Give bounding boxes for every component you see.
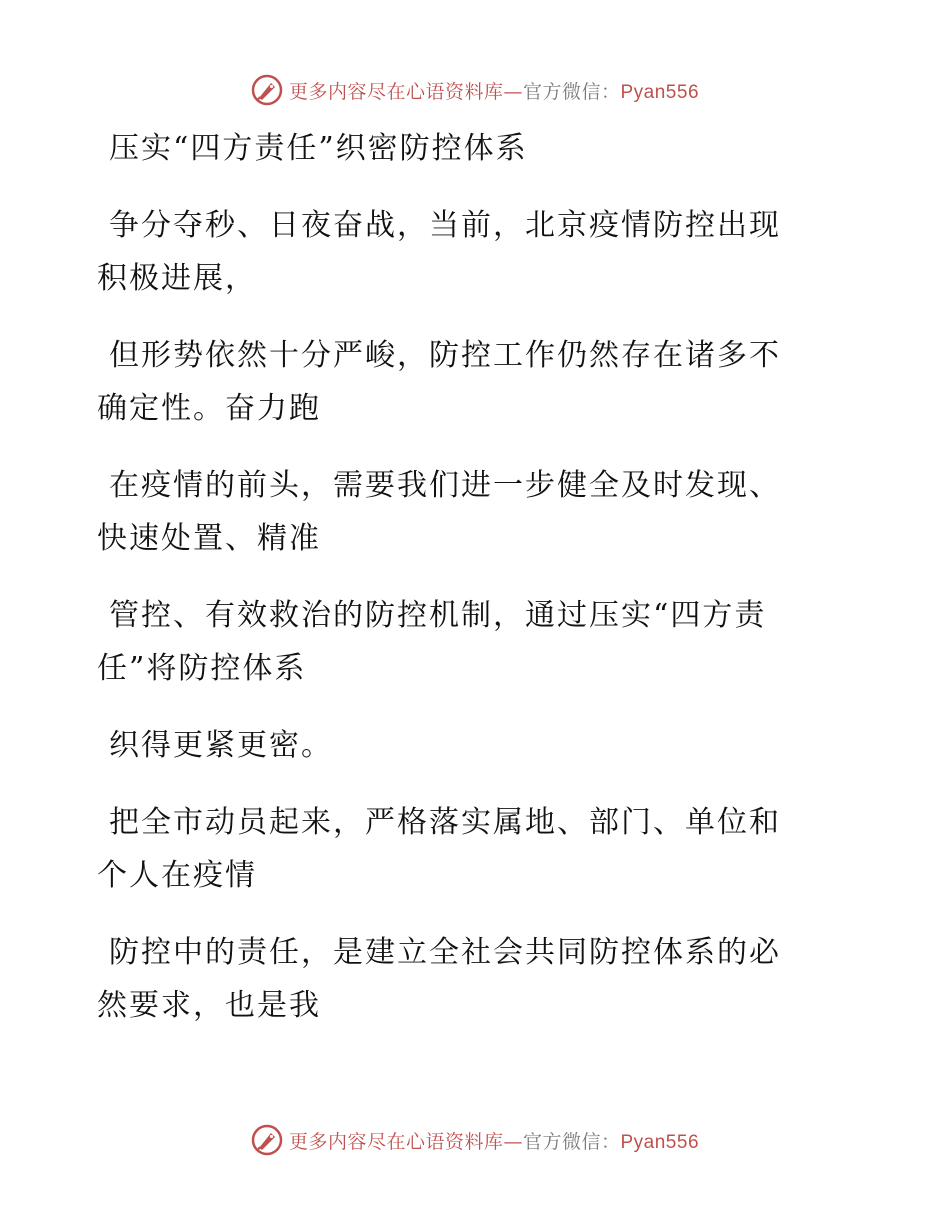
banner-text [289,1127,699,1154]
paragraph [97,589,832,695]
paragraph-line: 管控、有效救治的防控机制，通过压实“四方责 [109,598,767,633]
banner-dash: — [503,1130,523,1153]
banner-dash: — [503,80,523,103]
banner-site-name: 更多内容尽在心语资料库 [288,80,504,103]
paragraph [97,329,832,435]
pen-nib-logo-icon [251,1124,283,1156]
paragraph-line: 把全市动员起来，严格落实属地、部门、单位和 [109,805,781,840]
paragraph [97,199,832,305]
banner-text [289,77,699,104]
pen-nib-logo-icon [251,74,283,106]
header-banner [0,70,950,110]
banner-wechat-label: 官方微信： [522,1130,621,1153]
footer-banner [0,1120,950,1160]
document-title [97,122,832,175]
banner-wechat-id: Pyan556 [620,1131,700,1153]
banner-content [251,74,699,106]
paragraph-line: 防控中的责任，是建立全社会共同防控体系的必 [109,935,781,970]
banner-content [251,1124,699,1156]
paragraph [97,719,832,772]
paragraph-line: 争分夺秒、日夜奋战，当前，北京疫情防控出现 [109,208,781,243]
banner-site-name: 更多内容尽在心语资料库 [288,1130,504,1153]
paragraph-line: 个人在疫情 [97,858,257,893]
paragraph-line: 织得更紧更密。 [109,728,333,763]
paragraph [97,796,832,902]
paragraph [97,459,832,565]
paragraph-list [97,199,832,1032]
paragraph-line: 但形势依然十分严峻，防控工作仍然存在诸多不 [109,338,781,373]
paragraph-line: 任”将防控体系 [97,651,307,686]
paragraph-line: 确定性。奋力跑 [97,391,321,426]
paragraph [97,926,832,1032]
paragraph-line: 然要求，也是我 [97,988,321,1023]
paragraph-line: 积极进展， [97,261,257,296]
paragraph-line: 快速处置、精准 [97,521,321,556]
banner-wechat-id: Pyan556 [620,81,700,103]
banner-wechat-label: 官方微信： [522,80,621,103]
paragraph-line: 在疫情的前头，需要我们进一步健全及时发现、 [109,468,781,503]
title-line: 压实“四方责任”织密防控体系 [109,131,528,166]
document-body [97,122,832,1056]
